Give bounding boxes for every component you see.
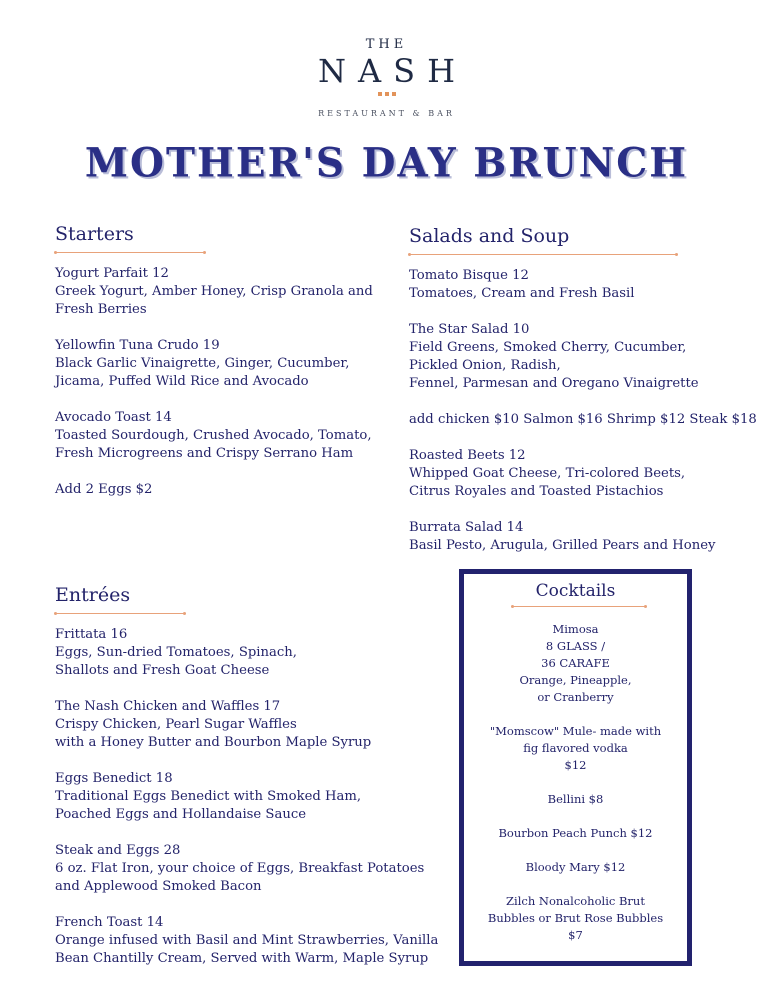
salad-item-description: Fennel, Parmesan and Oregano Vinaigrette: [409, 376, 699, 391]
cocktail-item: [464, 723, 687, 774]
cocktail-item-title: Bourbon Peach Punch $12: [498, 826, 653, 840]
entree-item: [55, 698, 450, 752]
cocktail-item-description: $7: [568, 928, 583, 942]
salad-item-description: Basil Pesto, Arugula, Grilled Pears and Honey: [409, 538, 716, 553]
salads-divider: [409, 254, 677, 255]
brand-dots-ornament: [0, 92, 773, 96]
cocktail-item-title: Zilch Nonalcoholic Brut: [506, 894, 645, 908]
starters-heading: Starters: [55, 223, 134, 245]
cocktail-item: [464, 859, 687, 876]
salads-heading: Salads and Soup: [409, 225, 570, 247]
cocktails-divider: [512, 606, 646, 607]
starter-item: [55, 409, 395, 463]
entree-item-title: French Toast 14: [55, 915, 164, 930]
entree-item-description: Poached Eggs and Hollandaise Sauce: [55, 807, 307, 822]
starters-divider: [55, 252, 205, 253]
cocktail-item: [464, 825, 687, 842]
salad-item-title: Burrata Salad 14: [409, 520, 524, 535]
cocktail-item-title: Bloody Mary $12: [525, 860, 626, 874]
entree-item-description: Traditional Eggs Benedict with Smoked Ham,: [55, 789, 362, 804]
salad-item: [409, 519, 759, 555]
entree-item-description: Shallots and Fresh Goat Cheese: [55, 663, 270, 678]
cocktail-item: [464, 791, 687, 808]
starter-item-title: Yogurt Parfait 12: [55, 266, 169, 281]
salad-item-description: Pickled Onion, Radish,: [409, 358, 561, 373]
cocktails-list: [464, 621, 687, 961]
entree-item-description: 6 oz. Flat Iron, your choice of Eggs, Breakfast Potatoes: [55, 861, 425, 876]
entree-item-description: with a Honey Butter and Bourbon Maple Syrup: [55, 735, 372, 750]
cocktails-box: [459, 569, 692, 966]
cocktail-item: [464, 893, 687, 944]
salad-item: [409, 411, 759, 429]
salads-list: [409, 267, 759, 573]
entree-item-description: Orange infused with Basil and Mint Strawberries, Vanilla: [55, 933, 439, 948]
salad-item-description: Citrus Royales and Toasted Pistachios: [409, 484, 664, 499]
salad-item-title: Roasted Beets 12: [409, 448, 526, 463]
salad-item: [409, 321, 759, 393]
entrees-divider: [55, 613, 185, 614]
entree-item-title: Steak and Eggs 28: [55, 843, 181, 858]
salad-item-description: Whipped Goat Cheese, Tri-colored Beets,: [409, 466, 686, 481]
starter-item-description: Fresh Berries: [55, 302, 147, 317]
entree-item-title: The Nash Chicken and Waffles 17: [55, 699, 281, 714]
salad-item-description: Tomatoes, Cream and Fresh Basil: [409, 286, 635, 301]
entrees-heading: Entrées: [55, 584, 131, 606]
starter-item-title: Add 2 Eggs $2: [55, 482, 153, 497]
salad-item-description: Field Greens, Smoked Cherry, Cucumber,: [409, 340, 687, 355]
entrees-list: [55, 626, 450, 986]
starter-item: [55, 337, 395, 391]
salad-item-title: The Star Salad 10: [409, 322, 530, 337]
cocktail-item-description: Orange, Pineapple,: [519, 673, 632, 687]
cocktail-item-description: or Cranberry: [537, 690, 614, 704]
salad-item-title: Tomato Bisque 12: [409, 268, 529, 283]
entree-item-description: and Applewood Smoked Bacon: [55, 879, 262, 894]
cocktail-item-description: fig flavored vodka: [523, 741, 628, 755]
page-title: MOTHER'S DAY BRUNCH: [84, 139, 689, 187]
cocktail-item-description: 8 GLASS /: [545, 639, 606, 653]
starter-item-title: Yellowfin Tuna Crudo 19: [55, 338, 220, 353]
entree-item: [55, 770, 450, 824]
cocktail-item-description: Bubbles or Brut Rose Bubbles: [487, 911, 664, 925]
cocktail-item-title: Bellini $8: [547, 792, 604, 806]
cocktail-item-description: 36 CARAFE: [541, 656, 610, 670]
starter-item-description: Toasted Sourdough, Crushed Avocado, Tomato,: [55, 428, 372, 443]
entree-item-title: Frittata 16: [55, 627, 128, 642]
entree-item-description: Eggs, Sun-dried Tomatoes, Spinach,: [55, 645, 297, 660]
starter-item-description: Black Garlic Vinaigrette, Ginger, Cucumber,: [55, 356, 350, 371]
starter-item-description: Fresh Microgreens and Crispy Serrano Ham: [55, 446, 354, 461]
entree-item-description: Crispy Chicken, Pearl Sugar Waffles: [55, 717, 297, 732]
entree-item-title: Eggs Benedict 18: [55, 771, 173, 786]
cocktail-item-title: Mimosa: [552, 622, 599, 636]
brand-name: NASH: [318, 52, 467, 90]
starter-item: [55, 481, 395, 499]
brand-the: THE: [365, 37, 408, 52]
starter-item-description: Greek Yogurt, Amber Honey, Crisp Granola and: [55, 284, 373, 299]
entree-item-description: Bean Chantilly Cream, Served with Warm, Maple Syrup: [55, 951, 429, 966]
salad-item: [409, 267, 759, 303]
cocktails-heading: Cocktails: [535, 581, 616, 601]
starter-item: [55, 265, 395, 319]
entree-item: [55, 626, 450, 680]
brand-subtitle: RESTAURANT & BAR: [318, 109, 455, 118]
entree-item: [55, 842, 450, 896]
salad-item: [409, 447, 759, 501]
salad-item-title: add chicken $10 Salmon $16 Shrimp $12 Steak $18: [409, 412, 757, 427]
starter-item-title: Avocado Toast 14: [55, 410, 172, 425]
cocktail-item-description: $12: [564, 758, 587, 772]
starters-list: [55, 265, 395, 517]
cocktail-item-title: "Momscow" Mule- made with: [489, 724, 662, 738]
entree-item: [55, 914, 450, 968]
cocktail-item: [464, 621, 687, 706]
starter-item-description: Jicama, Puffed Wild Rice and Avocado: [55, 374, 309, 389]
